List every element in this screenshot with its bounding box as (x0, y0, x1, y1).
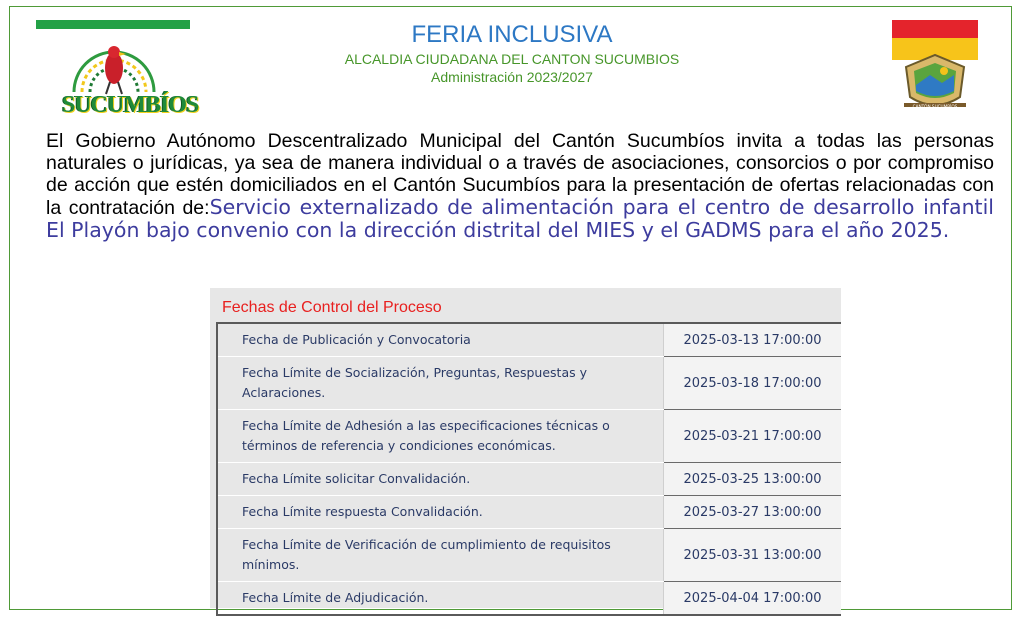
date-value: 2025-03-27 13:00:00 (664, 496, 841, 529)
table-row (217, 496, 841, 529)
date-label: Fecha Límite de Adhesión a las especificaciones técnicas o términos de referencia y condiciones económicas. (217, 410, 664, 463)
date-value: 2025-03-21 17:00:00 (664, 410, 841, 463)
table-row (217, 357, 841, 410)
panel-title: Fechas de Control del Proceso (222, 299, 442, 316)
page-title: FERIA INCLUSIVA (411, 21, 613, 48)
date-label: Fecha Límite solicitar Convalidación. (217, 463, 664, 496)
coat-of-arms-icon (900, 45, 970, 123)
date-label: Fecha Límite de Socialización, Preguntas, Respuestas y Aclaraciones. (217, 357, 664, 410)
crest-ribbon-text: CANTÓN SUCUMBÍOS (912, 104, 958, 109)
table-row (217, 529, 841, 582)
page-subtitle: ALCALDIA CIUDADANA DEL CANTON SUCUMBIOS (344, 51, 680, 67)
administration-text: Administración 2023/2027 (431, 69, 593, 85)
logo-green-bar (36, 20, 190, 29)
date-label: Fecha Límite de Adjudicación. (217, 582, 664, 616)
date-value: 2025-03-13 17:00:00 (664, 323, 841, 357)
flag-red-band (892, 20, 978, 38)
table-row (217, 323, 841, 357)
date-label: Fecha Límite respuesta Convalidación. (217, 496, 664, 529)
logo-brand-text: SUCUMBÍOS (62, 92, 199, 118)
date-value: 2025-03-31 13:00:00 (664, 529, 841, 582)
intro-paragraph (46, 130, 994, 242)
date-value: 2025-04-04 17:00:00 (664, 582, 841, 616)
control-dates-panel (210, 288, 841, 608)
service-description: Servicio externalizado de alimentación para el centro de desarrollo infantil El Playón bajo convenio con la dirección distrital del MIES y el GADMS para el año 2025. (46, 195, 994, 242)
logo-canton-crest (892, 20, 978, 122)
date-value: 2025-03-25 13:00:00 (664, 463, 841, 496)
control-dates-table (216, 322, 841, 616)
page-header (250, 20, 774, 86)
table-row (217, 410, 841, 463)
date-value: 2025-03-18 17:00:00 (664, 357, 841, 410)
date-label: Fecha de Publicación y Convocatoria (217, 323, 664, 357)
table-row (217, 463, 841, 496)
table-row (217, 582, 841, 616)
rooster-logo-icon (64, 34, 164, 96)
date-label: Fecha Límite de Verificación de cumplimiento de requisitos mínimos. (217, 529, 664, 582)
logo-sucumbios (36, 20, 199, 122)
intro-text: El Gobierno Autónomo Descentralizado Municipal del Cantón Sucumbíos invita a todas las personas naturales o jurídicas, ya sea de manera individual o a través de asociaciones, consorcios o por compromiso de acción que estén domiciliados en el Cantón Sucumbíos para la presentación de ofertas relacionadas con la contratación de: (46, 130, 994, 219)
